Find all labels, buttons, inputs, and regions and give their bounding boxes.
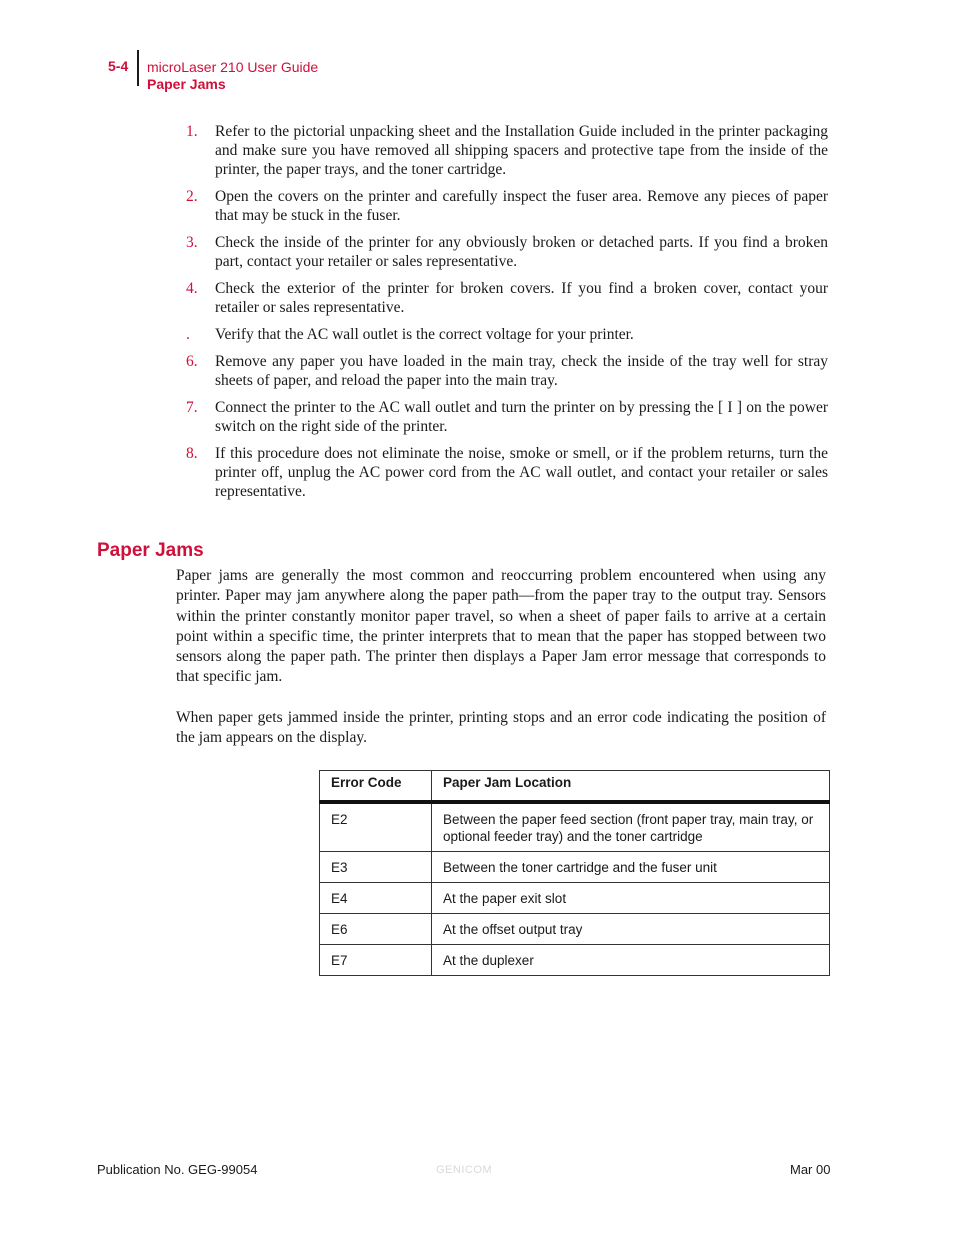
location-cell: At the duplexer bbox=[432, 945, 830, 976]
table-row bbox=[320, 802, 830, 852]
error-code-cell: E6 bbox=[320, 914, 432, 945]
step-number: 2. bbox=[186, 188, 198, 205]
section-heading: Paper Jams bbox=[97, 540, 204, 561]
table-row bbox=[320, 852, 830, 883]
table-row bbox=[320, 914, 830, 945]
step-number: 8. bbox=[186, 445, 198, 462]
error-code-cell: E2 bbox=[320, 802, 432, 852]
step-text: Verify that the AC wall outlet is the correct voltage for your printer. bbox=[215, 326, 634, 343]
jam-paragraph: When paper gets jammed inside the printer, printing stops and an error code indicating the position of the jam appears on the display. bbox=[176, 709, 826, 747]
publication-date: Mar 00 bbox=[790, 1162, 831, 1177]
step-text: Refer to the pictorial unpacking sheet and the Installation Guide included in the printer packaging and make sure you have removed all shipping spacers and protective tape from the inside of the printer, the paper trays, and the toner cartridge. bbox=[215, 123, 828, 178]
step-number: 1. bbox=[186, 123, 198, 140]
location-cell: At the offset output tray bbox=[432, 914, 830, 945]
step-text: Connect the printer to the AC wall outlet and turn the printer on by pressing the [ I ] on the power switch on the right side of the printer. bbox=[215, 399, 828, 435]
error-code-cell: E7 bbox=[320, 945, 432, 976]
step-text: Open the covers on the printer and carefully inspect the fuser area. Remove any pieces of paper that may be stuck in the fuser. bbox=[215, 188, 828, 224]
step-number: . bbox=[186, 326, 190, 343]
procedure-steps bbox=[186, 122, 828, 509]
intro-paragraph: Paper jams are generally the most common and reoccurring problem encountered when using any printer. Paper may jam anywhere along the paper path—from the paper tray to the output tray. Sensors within the printer constantly monitor paper travel, so when a sheet of paper fails to arrive at a certain point within a specific time, the printer interprets that to mean that the paper has stopped between two sensors along the paper path. The printer then displays a Paper Jam error message that corresponds to that specific jam. bbox=[176, 567, 826, 686]
error-code-table bbox=[319, 770, 830, 976]
header-divider bbox=[137, 50, 139, 86]
publication-number: Publication No. GEG-99054 bbox=[97, 1162, 258, 1177]
step-text: If this procedure does not eliminate the noise, smoke or smell, or if the problem returns, turn the printer off, unplug the AC power cord from the AC wall outlet, and contact your retailer or sales representative. bbox=[215, 445, 828, 500]
brand-watermark: GENICOM bbox=[436, 1164, 493, 1176]
running-section-name: Paper Jams bbox=[147, 76, 226, 92]
step-number: 3. bbox=[186, 234, 198, 251]
list-item bbox=[186, 187, 828, 225]
list-item bbox=[186, 444, 828, 501]
column-header-error-code: Error Code bbox=[320, 771, 432, 803]
error-code-cell: E4 bbox=[320, 883, 432, 914]
list-item bbox=[186, 352, 828, 390]
column-header-location: Paper Jam Location bbox=[432, 771, 830, 803]
list-item bbox=[186, 279, 828, 317]
list-item bbox=[186, 398, 828, 436]
step-number: 6. bbox=[186, 353, 198, 370]
table-row bbox=[320, 945, 830, 976]
list-item bbox=[186, 325, 828, 344]
table-row bbox=[320, 883, 830, 914]
error-code-cell: E3 bbox=[320, 852, 432, 883]
step-text: Check the inside of the printer for any obviously broken or detached parts. If you find a broken part, contact your retailer or sales representative. bbox=[215, 234, 828, 270]
step-text: Check the exterior of the printer for broken covers. If you find a broken cover, contact your retailer or sales representative. bbox=[215, 280, 828, 316]
guide-title: microLaser 210 User Guide bbox=[147, 59, 319, 75]
step-text: Remove any paper you have loaded in the main tray, check the inside of the tray well for stray sheets of paper, and reload the paper into the main tray. bbox=[215, 353, 828, 389]
location-cell: Between the paper feed section (front paper tray, main tray, or optional feeder tray) and the toner cartridge bbox=[432, 802, 830, 852]
step-number: 7. bbox=[186, 399, 198, 416]
location-cell: Between the toner cartridge and the fuser unit bbox=[432, 852, 830, 883]
location-cell: At the paper exit slot bbox=[432, 883, 830, 914]
list-item bbox=[186, 233, 828, 271]
page-number: 5-4 bbox=[108, 58, 129, 74]
table-header-row bbox=[320, 771, 830, 803]
list-item bbox=[186, 122, 828, 179]
step-number: 4. bbox=[186, 280, 198, 297]
